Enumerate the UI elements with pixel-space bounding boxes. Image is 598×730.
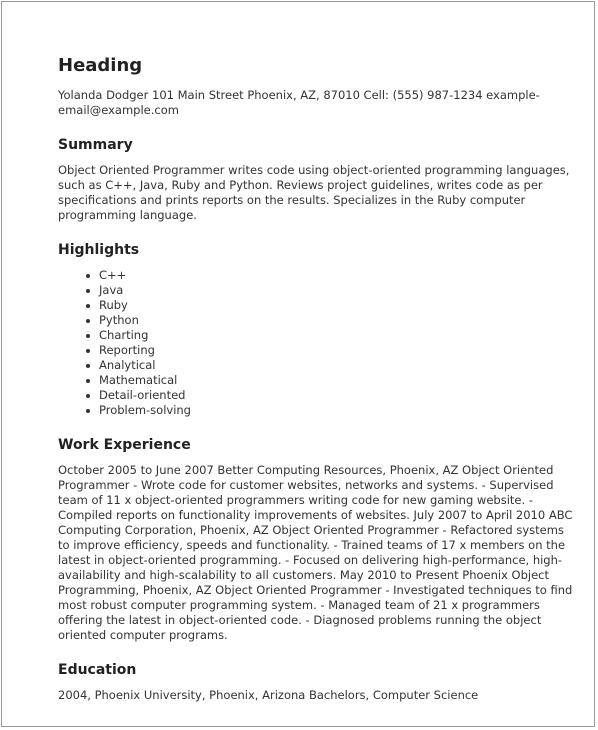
highlight-item: Java	[99, 283, 578, 298]
highlight-item: Charting	[99, 328, 578, 343]
resume-heading: Heading	[58, 55, 143, 76]
work-experience-title: Work Experience	[58, 437, 191, 453]
work-experience-text: October 2005 to June 2007 Better Computing Resources, Phoenix, AZ Object Oriented Programmer - Wrote code for customer websites, networks and systems. - Supervised team of 11 x object-oriented programmers writing code for new gaming website. - Compiled reports on functionality improvements of websites. July 2007 to April 2010 ABC Computing Corporation, Phoenix, AZ Object Oriented Programmer - Refactored systems to improve efficiency, speeds and functionality. - Trained teams of 17 x members on the latest in object-oriented programming. - Focused on delivering high-performance, high-availability and high-scalability to all customers. May 2010 to Present Phoenix Object Programming, Phoenix, AZ Object Oriented Programmer - Investigated techniques to find most robust computer programming system. - Managed team of 21 x programmers offering the latest in object-oriented code. - Diagnosed problems running the object oriented computer programs.	[58, 463, 573, 642]
highlight-item: Problem-solving	[99, 403, 578, 418]
highlight-item: Analytical	[99, 358, 578, 373]
contact-info: Yolanda Dodger 101 Main Street Phoenix, AZ, 87010 Cell: (555) 987-1234 example-email@example.com	[58, 88, 540, 117]
education-text: 2004, Phoenix University, Phoenix, Arizona Bachelors, Computer Science	[58, 688, 479, 702]
highlights-title: Highlights	[58, 242, 140, 258]
highlight-item: Mathematical	[99, 373, 578, 388]
highlight-item: Python	[99, 313, 578, 328]
resume-content	[58, 54, 578, 703]
summary-text: Object Oriented Programmer writes code using object-oriented programming languages, such as C++, Java, Ruby and Python. Reviews project guidelines, writes code as per specifications and prints reports on the results. Specializes in the Ruby computer programming language.	[58, 163, 570, 222]
highlight-item: C++	[99, 268, 578, 283]
resume-page	[1, 1, 595, 727]
highlight-item: Reporting	[99, 343, 578, 358]
education-title: Education	[58, 662, 137, 678]
highlight-item: Detail-oriented	[99, 388, 578, 403]
summary-title: Summary	[58, 137, 133, 153]
highlight-item: Ruby	[99, 298, 578, 313]
highlights-list	[58, 268, 578, 418]
